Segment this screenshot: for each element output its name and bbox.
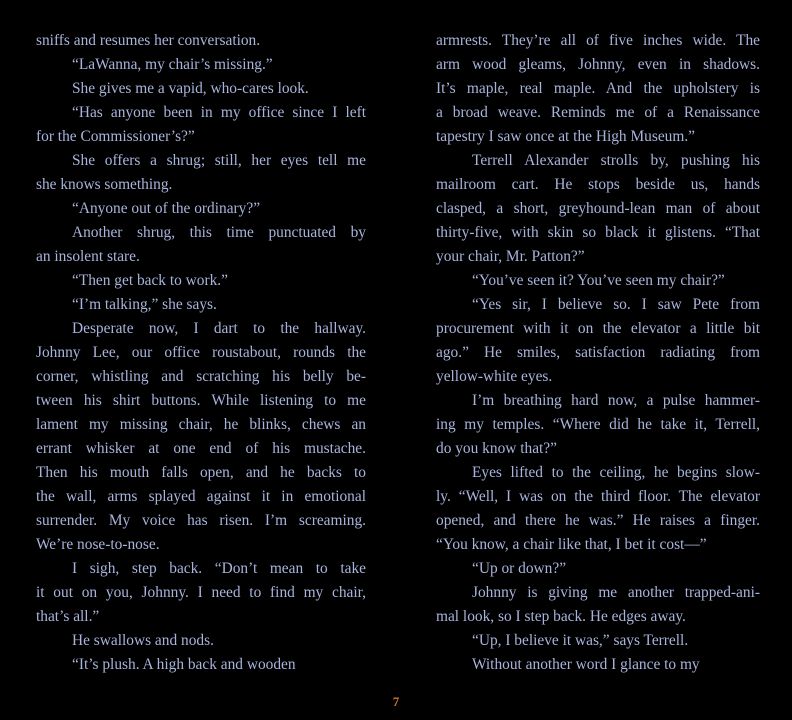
text-line: arm wood gleams, Johnny, even in shadows. [436,56,760,73]
text-line: She gives me a vapid, who-cares look. [72,80,309,97]
text-line: It’s maple, real maple. And the upholstery is [436,80,760,97]
text-line: “Then get back to work.” [72,272,228,289]
text-line: “I’m talking,” she says. [72,296,217,313]
text-line: the wall, arms splayed against it in emotional [36,488,366,505]
text-line: “Anyone out of the ordinary?” [72,200,261,217]
text-line: for the Commissioner’s?” [36,128,195,145]
page-number: 7 [392,694,400,709]
text-line: she knows something. [36,176,173,193]
text-line: tween his shirt buttons. While listening to me [36,392,366,409]
text-line: I’m breathing hard now, a pulse hammer- [472,392,760,409]
text-line: “Up or down?” [472,560,567,577]
text-line: “LaWanna, my chair’s missing.” [72,56,273,73]
text-line: your chair, Mr. Patton?” [436,248,585,265]
text-line: ly. “Well, I was on the third floor. The elevator [436,488,760,505]
right-text-column [436,29,760,677]
text-line: surrender. My voice has risen. I’m screaming. [36,512,366,529]
text-line: ago.” He smiles, satisfaction radiating from [436,344,760,361]
text-line: “Has anyone been in my office since I left [72,104,366,121]
text-line: opened, and there he was.” He raises a finger. [436,512,760,529]
text-line: tapestry I saw once at the High Museum.” [436,128,696,145]
left-text-column [36,29,366,677]
text-line: “You’ve seen it? You’ve seen my chair?” [472,272,725,289]
text-line: Johnny Lee, our office roustabout, rounds the [36,344,366,361]
text-line: sniffs and resumes her conversation. [36,32,261,49]
text-line: lament my missing chair, he blinks, chews an [36,416,366,433]
text-line: “Up, I believe it was,” says Terrell. [472,632,689,649]
text-line: “You know, a chair like that, I bet it cost—” [436,536,707,553]
text-line: armrests. They’re all of five inches wide. The [436,32,760,49]
text-line: errant whisker at one end of his mustache. [36,440,366,457]
text-line: Johnny is giving me another trapped-ani- [472,584,760,601]
text-line: thirty-five, with skin so black it glistens. “That [436,224,760,241]
text-line: Terrell Alexander strolls by, pushing his [472,152,760,169]
text-line: an insolent stare. [36,248,140,265]
text-line: I sigh, step back. “Don’t mean to take [72,560,366,577]
text-line: ing my temples. “Where did he take it, Terrell, [436,416,760,433]
text-line: Desperate now, I dart to the hallway. [72,320,366,337]
text-line: procurement with it on the elevator a little bit [436,320,760,337]
text-line: it out on you, Johnny. I need to find my chair, [36,584,366,601]
text-line: mal look, so I step back. He edges away. [436,608,686,625]
text-line: mailroom cart. He stops beside us, hands [436,176,760,193]
text-line: that’s all.” [36,608,100,625]
text-line: Then his mouth falls open, and he backs to [36,464,366,481]
text-line: She offers a shrug; still, her eyes tell me [72,152,366,169]
text-line: Without another word I glance to my [472,656,700,673]
text-line: “It’s plush. A high back and wooden [72,656,296,673]
text-line: Another shrug, this time punctuated by [72,224,366,241]
text-line: corner, whistling and scratching his belly be- [36,368,366,385]
text-line: a broad weave. Reminds me of a Renaissance [436,104,760,121]
text-line: We’re nose-to-nose. [36,536,160,553]
text-line: do you know that?” [436,440,557,457]
text-line: yellow-white eyes. [436,368,553,385]
text-line: clasped, a short, greyhound-lean man of about [436,200,760,217]
text-line: “Yes sir, I believe so. I saw Pete from [472,296,760,313]
text-line: He swallows and nods. [72,632,214,649]
text-line: Eyes lifted to the ceiling, he begins slow- [472,464,760,481]
